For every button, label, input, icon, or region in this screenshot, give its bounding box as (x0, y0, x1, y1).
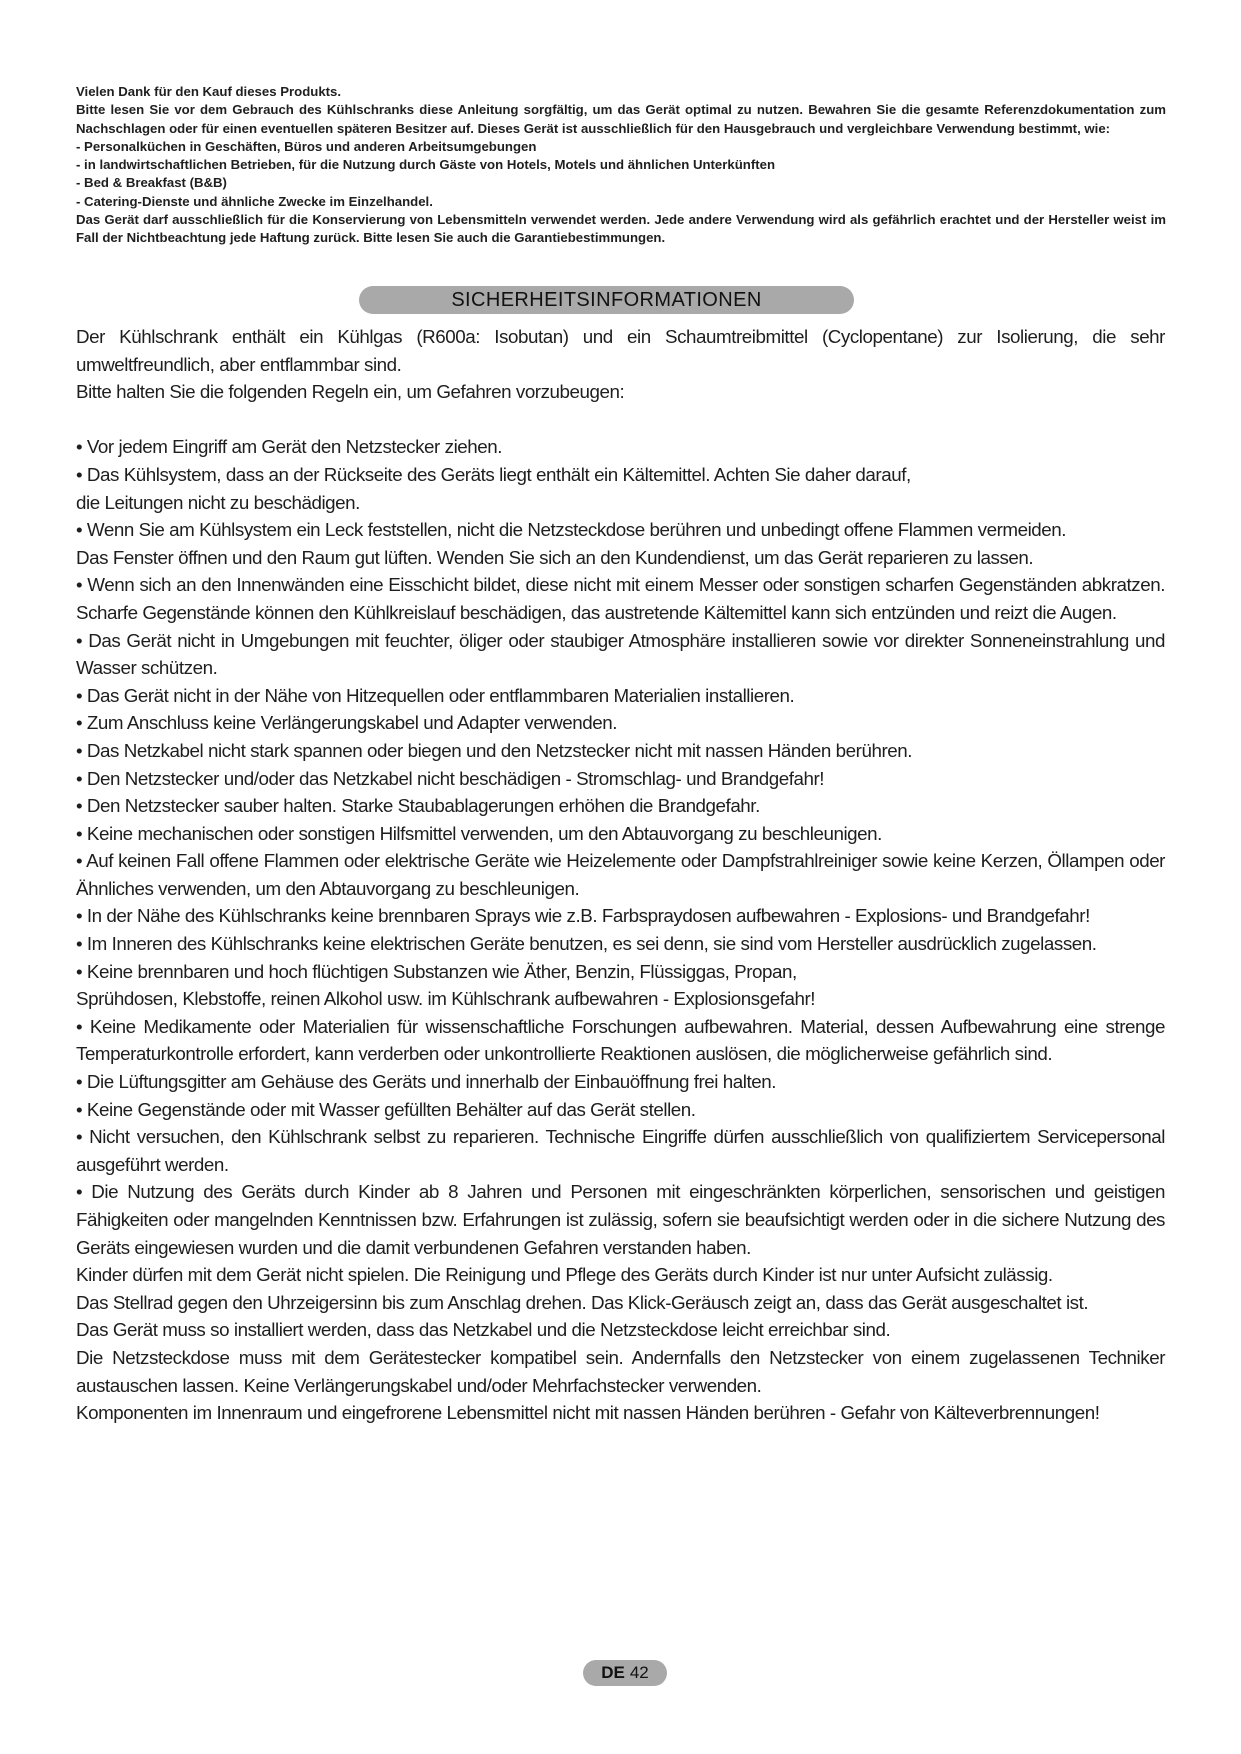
bullet-item: • Auf keinen Fall offene Flammen oder elektrische Geräte wie Heizelemente oder Dampfstrahlreiniger sowie keine Kerzen, Öllampen oder Ähnliches verwenden, um den Abtauvorgang zu beschleunigen. (76, 850, 1165, 899)
section-heading (359, 286, 854, 314)
bullet-item: • Die Nutzung des Geräts durch Kinder ab 8 Jahren und Personen mit eingeschränkten körperlichen, sensorischen und geistigen Fähigkeiten oder mangelnden Kenntnissen bzw. Erfahrungen ist zulässig, sofern sie beaufsichtigt werden oder in die sichere Nutzung des Geräts eingewiesen wurden und die damit verbundenen Gefahren verstanden haben. (76, 1181, 1165, 1258)
paragraph: Komponenten im Innenraum und eingefrorene Lebensmittel nicht mit nassen Händen berühren - Gefahr von Kälteverbrennungen! (76, 1402, 1100, 1424)
bullet-item: • Keine Medikamente oder Materialien für wissenschaftliche Forschungen aufbewahren. Material, dessen Aufbewahrung eine strenge Temperaturkontrolle erfordert, kann verderben oder unkontrollierte Reaktionen auslösen, die möglicherweise gefährlich sind. (76, 1015, 1165, 1065)
intro-use-case: - in landwirtschaftlichen Betrieben, für die Nutzung durch Gäste von Hotels, Motels und ähnlichen Unterkünften (76, 157, 775, 173)
paragraph: Das Stellrad gegen den Uhrzeigersinn bis zum Anschlag drehen. Das Klick-Geräusch zeigt an, dass das Gerät ausgeschaltet ist. (76, 1291, 1089, 1313)
bullet-item: • Die Lüftungsgitter am Gehäuse des Geräts und innerhalb der Einbauöffnung frei halten. (76, 1071, 777, 1093)
bullet-item: • Zum Anschluss keine Verlängerungskabel und Adapter verwenden. (76, 712, 617, 734)
section-title: SICHERHEITSINFORMATIONEN (451, 288, 762, 311)
bullet-item: • In der Nähe des Kühlschranks keine brennbaren Sprays wie z.B. Farbspraydosen aufbewahren - Explosions- und Brandgefahr! (76, 905, 1090, 927)
bullet-item: • Wenn sich an den Innenwänden eine Eisschicht bildet, diese nicht mit einem Messer oder sonstigen scharfen Gegenständen abkratzen. Scharfe Gegenstände können den Kühlkreislauf beschädigen, das austretende Kältemittel kann sich entzünden und reizt die Augen. (76, 574, 1165, 623)
paragraph: Das Gerät muss so installiert werden, dass das Netzkabel und die Netzsteckdose leicht erreichbar sind. (76, 1319, 891, 1341)
paragraph: Kinder dürfen mit dem Gerät nicht spielen. Die Reinigung und Pflege des Geräts durch Kinder ist nur unter Aufsicht zulässig. (76, 1264, 1053, 1286)
bullet-item: • Keine brennbaren und hoch flüchtigen Substanzen wie Äther, Benzin, Flüssiggas, Propan, (76, 960, 797, 982)
bullet-item: • Das Kühlsystem, dass an der Rückseite des Geräts liegt enthält ein Kältemittel. Achten Sie daher darauf, (76, 463, 911, 485)
bullet-item: • Das Gerät nicht in Umgebungen mit feuchter, öliger oder staubiger Atmosphäre installieren sowie vor direkter Sonneneinstrahlung und Wasser schützen. (76, 629, 1165, 679)
paragraph: Bitte halten Sie die folgenden Regeln ein, um Gefahren vorzubeugen: (76, 381, 625, 403)
bullet-item: • Nicht versuchen, den Kühlschrank selbst zu reparieren. Technische Eingriffe dürfen ausschließlich von qualifiziertem Servicepersonal ausgeführt werden. (76, 1126, 1165, 1175)
intro-usage-restriction: Das Gerät darf ausschließlich für die Konservierung von Lebensmitteln verwendet werden. Jede andere Verwendung wird als gefährlich erachtet und der Hersteller weist im Fall der Nichtbeachtung jede Haftung zurück. Bitte lesen Sie auch die Garantiebestimmungen. (76, 212, 1166, 246)
bullet-item: • Das Netzkabel nicht stark spannen oder biegen und den Netzstecker nicht mit nassen Händen berühren. (76, 739, 913, 761)
paragraph: Sprühdosen, Klebstoffe, reinen Alkohol usw. im Kühlschrank aufbewahren - Explosionsgefahr! (76, 988, 816, 1010)
bullet-item: • Das Gerät nicht in der Nähe von Hitzequellen oder entflammbaren Materialien installieren. (76, 684, 795, 706)
intro-thanks: Vielen Dank für den Kauf dieses Produkts. (76, 84, 342, 99)
safety-text (76, 323, 1165, 1427)
bullet-item: • Den Netzstecker sauber halten. Starke Staubablagerungen erhöhen die Brandgefahr. (76, 795, 760, 817)
paragraph: die Leitungen nicht zu beschädigen. (76, 491, 360, 513)
paragraph: Der Kühlschrank enthält ein Kühlgas (R600a: Isobutan) und ein Schaumtreibmittel (Cyclopentane) zur Isolierung, die sehr umweltfreundlich, aber entflammbar sind. (76, 326, 1165, 375)
page-number-badge (583, 1660, 667, 1686)
bullet-item: • Wenn Sie am Kühlsystem ein Leck feststellen, nicht die Netzsteckdose berühren und unbedingt offene Flammen vermeiden. (76, 519, 1067, 541)
intro-section (76, 83, 1166, 248)
intro-instructions: Bitte lesen Sie vor dem Gebrauch des Kühlschranks diese Anleitung sorgfältig, um das Gerät optimal zu nutzen. Bewahren Sie die gesamte Referenzdokumentation zum Nachschlagen oder für einen eventuellen späteren Besitzer auf. Dieses Gerät ist ausschließlich für den Hausgebrauch und vergleichbare Verwendung bestimmt, wie: (76, 102, 1166, 136)
page-number: 42 (629, 1663, 649, 1682)
intro-use-case: - Bed & Breakfast (B&B) (76, 175, 227, 191)
paragraph: Das Fenster öffnen und den Raum gut lüften. Wenden Sie sich an den Kundendienst, um das Gerät reparieren zu lassen. (76, 546, 1034, 568)
language-code: DE (601, 1663, 625, 1682)
paragraph: Die Netzsteckdose muss mit dem Gerätestecker kompatibel sein. Andernfalls den Netzstecker von einem zugelassenen Techniker austauschen lassen. Keine Verlängerungskabel und/oder Mehrfachstecker verwenden. (76, 1346, 1165, 1396)
bullet-item: • Im Inneren des Kühlschranks keine elektrischen Geräte benutzen, es sei denn, sie sind vom Hersteller ausdrücklich zugelassen. (76, 933, 1097, 955)
intro-use-case: - Personalküchen in Geschäften, Büros und anderen Arbeitsumgebungen (76, 138, 537, 154)
blank-line (76, 406, 1165, 434)
bullet-item: • Vor jedem Eingriff am Gerät den Netzstecker ziehen. (76, 436, 503, 458)
bullet-item: • Keine Gegenstände oder mit Wasser gefüllten Behälter auf das Gerät stellen. (76, 1098, 696, 1120)
intro-use-case: - Catering-Dienste und ähnliche Zwecke im Einzelhandel. (76, 193, 433, 209)
bullet-item: • Keine mechanischen oder sonstigen Hilfsmittel verwenden, um den Abtauvorgang zu beschleunigen. (76, 822, 882, 844)
bullet-item: • Den Netzstecker und/oder das Netzkabel nicht beschädigen - Stromschlag- und Brandgefahr! (76, 767, 825, 789)
